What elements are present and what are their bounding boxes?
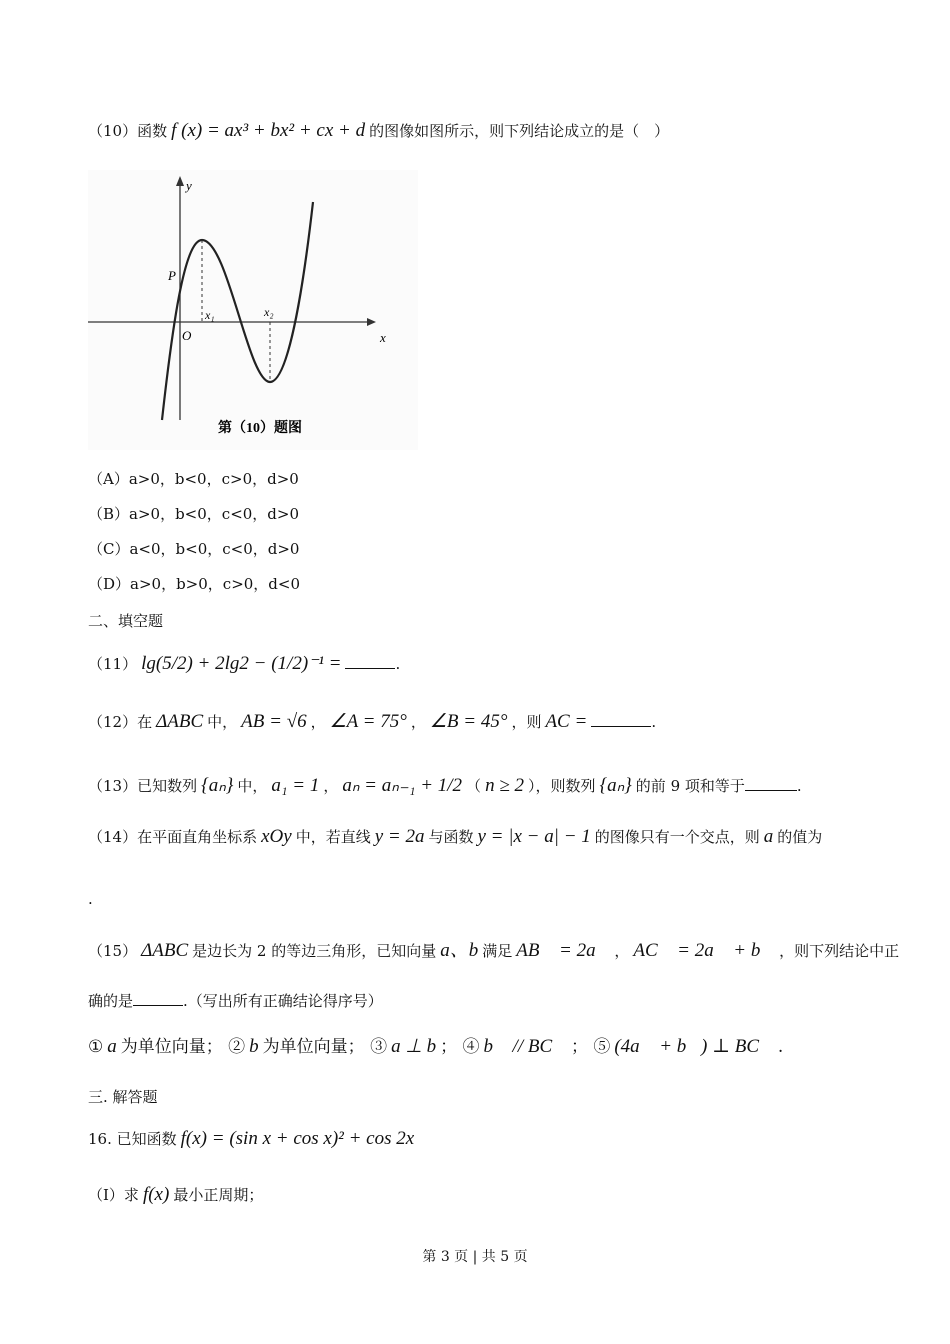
q12-text: ，则 bbox=[511, 713, 542, 731]
q15-text: ，则下列结论中正 bbox=[779, 942, 900, 960]
question-12 bbox=[88, 710, 656, 733]
x2-label: x₂ bbox=[264, 305, 274, 319]
p-label: P bbox=[168, 268, 176, 283]
q12-formula: ΔABC bbox=[156, 711, 204, 732]
q12-formula: AC = bbox=[545, 711, 588, 732]
question-14 bbox=[88, 826, 822, 848]
page-footer: 第 3 页 | 共 5 页 bbox=[422, 1249, 528, 1265]
q15-formula: AB⃗ = 2a⃗ bbox=[516, 940, 611, 961]
q13-text: （ bbox=[466, 777, 482, 795]
x1-label: x₁ bbox=[205, 308, 215, 322]
q10-formula: f (x) = ax³ + bx² + cx + d bbox=[171, 120, 366, 141]
q15-formula: AC⃗ = 2a⃗ + b⃗ bbox=[633, 940, 776, 961]
option-c: （C）a<0，b<0，c<0，d>0 bbox=[88, 540, 300, 558]
choice-formula: (4a⃗ + b⃗) ⊥ BC⃗ bbox=[614, 1036, 774, 1057]
origin-label: O bbox=[182, 328, 192, 343]
q15-text: 满足 bbox=[482, 942, 513, 960]
q14-text: 的图像只有一个交点，则 bbox=[594, 828, 760, 846]
q13-formula: {aₙ} bbox=[201, 775, 234, 796]
q14-formula: y = 2a bbox=[374, 826, 425, 847]
q14-text: 中，若直线 bbox=[295, 828, 371, 846]
q13-text: ），则数列 bbox=[528, 777, 596, 795]
q13-text: 中， bbox=[237, 777, 268, 795]
q15-text: 确的是 bbox=[88, 992, 134, 1010]
option-b: （B）a>0，b<0，c<0，d>0 bbox=[88, 505, 300, 523]
option-a: （A）a>0，b<0，c>0，d>0 bbox=[88, 470, 299, 488]
choice-text: ； bbox=[570, 1037, 588, 1057]
choice-text: 为单位向量； bbox=[120, 1037, 223, 1057]
q13-formula: n ≥ 2 bbox=[485, 775, 524, 796]
y-label: y bbox=[186, 178, 192, 193]
q16-label: 16. 已知函数 bbox=[88, 1130, 177, 1148]
q13-text: ， bbox=[323, 777, 339, 795]
choice-text: ； bbox=[440, 1037, 458, 1057]
q14-label: （14）在平面直角坐标系 bbox=[88, 828, 258, 846]
q12-text: 中， bbox=[207, 713, 238, 731]
q15-formula: ΔABC bbox=[141, 940, 189, 961]
part1-formula: f(x) bbox=[142, 1184, 170, 1205]
q12-text: ， bbox=[410, 713, 426, 731]
q14-formula: xOy bbox=[261, 826, 292, 847]
choice-text: 为单位向量； bbox=[262, 1037, 365, 1057]
answer-blank bbox=[745, 776, 797, 791]
q15-text: ， bbox=[614, 942, 630, 960]
q12-formula: ∠A = 75° bbox=[329, 711, 407, 732]
choice-formula: b bbox=[249, 1036, 259, 1057]
q16-part1 bbox=[88, 1184, 263, 1206]
figure-caption: 第（10）题图 bbox=[218, 421, 302, 436]
question-10 bbox=[88, 120, 669, 142]
section-heading-solutions: 三. 解答题 bbox=[88, 1088, 158, 1106]
q11-label: （11） bbox=[88, 655, 138, 673]
choice-formula: b⃗ // BC⃗ bbox=[483, 1036, 567, 1057]
q10-text: 的图像如图所示，则下列结论成立的是（ ） bbox=[369, 122, 670, 140]
question-15 bbox=[88, 935, 899, 962]
q13-formula: a₁ = 1 bbox=[271, 775, 320, 796]
q15-text: 是边长为 2 的等边三角形，已知向量 bbox=[192, 942, 437, 960]
q12-label: （12）在 bbox=[88, 713, 153, 731]
q14-formula: a bbox=[763, 826, 774, 847]
q10-label: （10）函数 bbox=[88, 122, 168, 140]
answer-blank bbox=[591, 712, 651, 727]
q16-formula: f(x) = (sin x + cos x)² + cos 2x bbox=[180, 1128, 415, 1149]
part1-text: 最小正周期； bbox=[173, 1186, 264, 1204]
option-d: （D）a>0，b>0，c>0，d<0 bbox=[88, 575, 301, 593]
q13-text: 的前 9 项和等于 bbox=[635, 777, 745, 795]
x-label: x bbox=[380, 330, 386, 345]
question-16 bbox=[88, 1128, 418, 1150]
q14-formula: y = |x − a| − 1 bbox=[477, 826, 591, 847]
q15-choices bbox=[88, 1032, 783, 1058]
choice-formula: a bbox=[107, 1036, 117, 1057]
part1-label: （Ⅰ）求 bbox=[88, 1186, 139, 1204]
figure-background bbox=[88, 170, 418, 450]
q14-text: 与函数 bbox=[428, 828, 474, 846]
q12-formula: ∠B = 45° bbox=[429, 711, 508, 732]
q15-text: .（写出所有正确结论得序号） bbox=[183, 992, 383, 1010]
answer-blank bbox=[345, 654, 395, 669]
choice-number: ② bbox=[228, 1037, 246, 1057]
q12-text: ， bbox=[310, 713, 326, 731]
answer-blank bbox=[133, 991, 183, 1006]
choice-number: ⑤ bbox=[593, 1037, 611, 1057]
choice-number: ④ bbox=[462, 1037, 480, 1057]
q11-end: . bbox=[395, 655, 401, 673]
choice-formula: a ⊥ b bbox=[391, 1036, 437, 1057]
q14-end: . bbox=[88, 890, 93, 908]
q13-end: . bbox=[796, 777, 802, 795]
q14-text: 的值为 bbox=[777, 828, 823, 846]
question-11 bbox=[88, 652, 400, 675]
q13-label: （13）已知数列 bbox=[88, 777, 198, 795]
choice-text: . bbox=[777, 1037, 784, 1057]
section-heading-fill-in: 二、填空题 bbox=[88, 612, 164, 630]
q10-figure bbox=[88, 170, 418, 450]
q13-formula: {aₙ} bbox=[599, 775, 632, 796]
q15-label: （15） bbox=[88, 942, 138, 960]
q15-formula: a、b bbox=[440, 940, 479, 961]
choice-number: ③ bbox=[370, 1037, 388, 1057]
q11-formula: lg(5/2) + 2lg2 − (1/2)⁻¹ = bbox=[141, 653, 342, 674]
q12-end: . bbox=[651, 713, 657, 731]
q13-formula: aₙ = aₙ₋₁ + 1/2 bbox=[342, 775, 463, 796]
question-13 bbox=[88, 774, 802, 797]
choice-number: ① bbox=[88, 1037, 104, 1057]
q12-formula: AB = √6 bbox=[241, 711, 307, 732]
q15-line2 bbox=[88, 990, 383, 1011]
